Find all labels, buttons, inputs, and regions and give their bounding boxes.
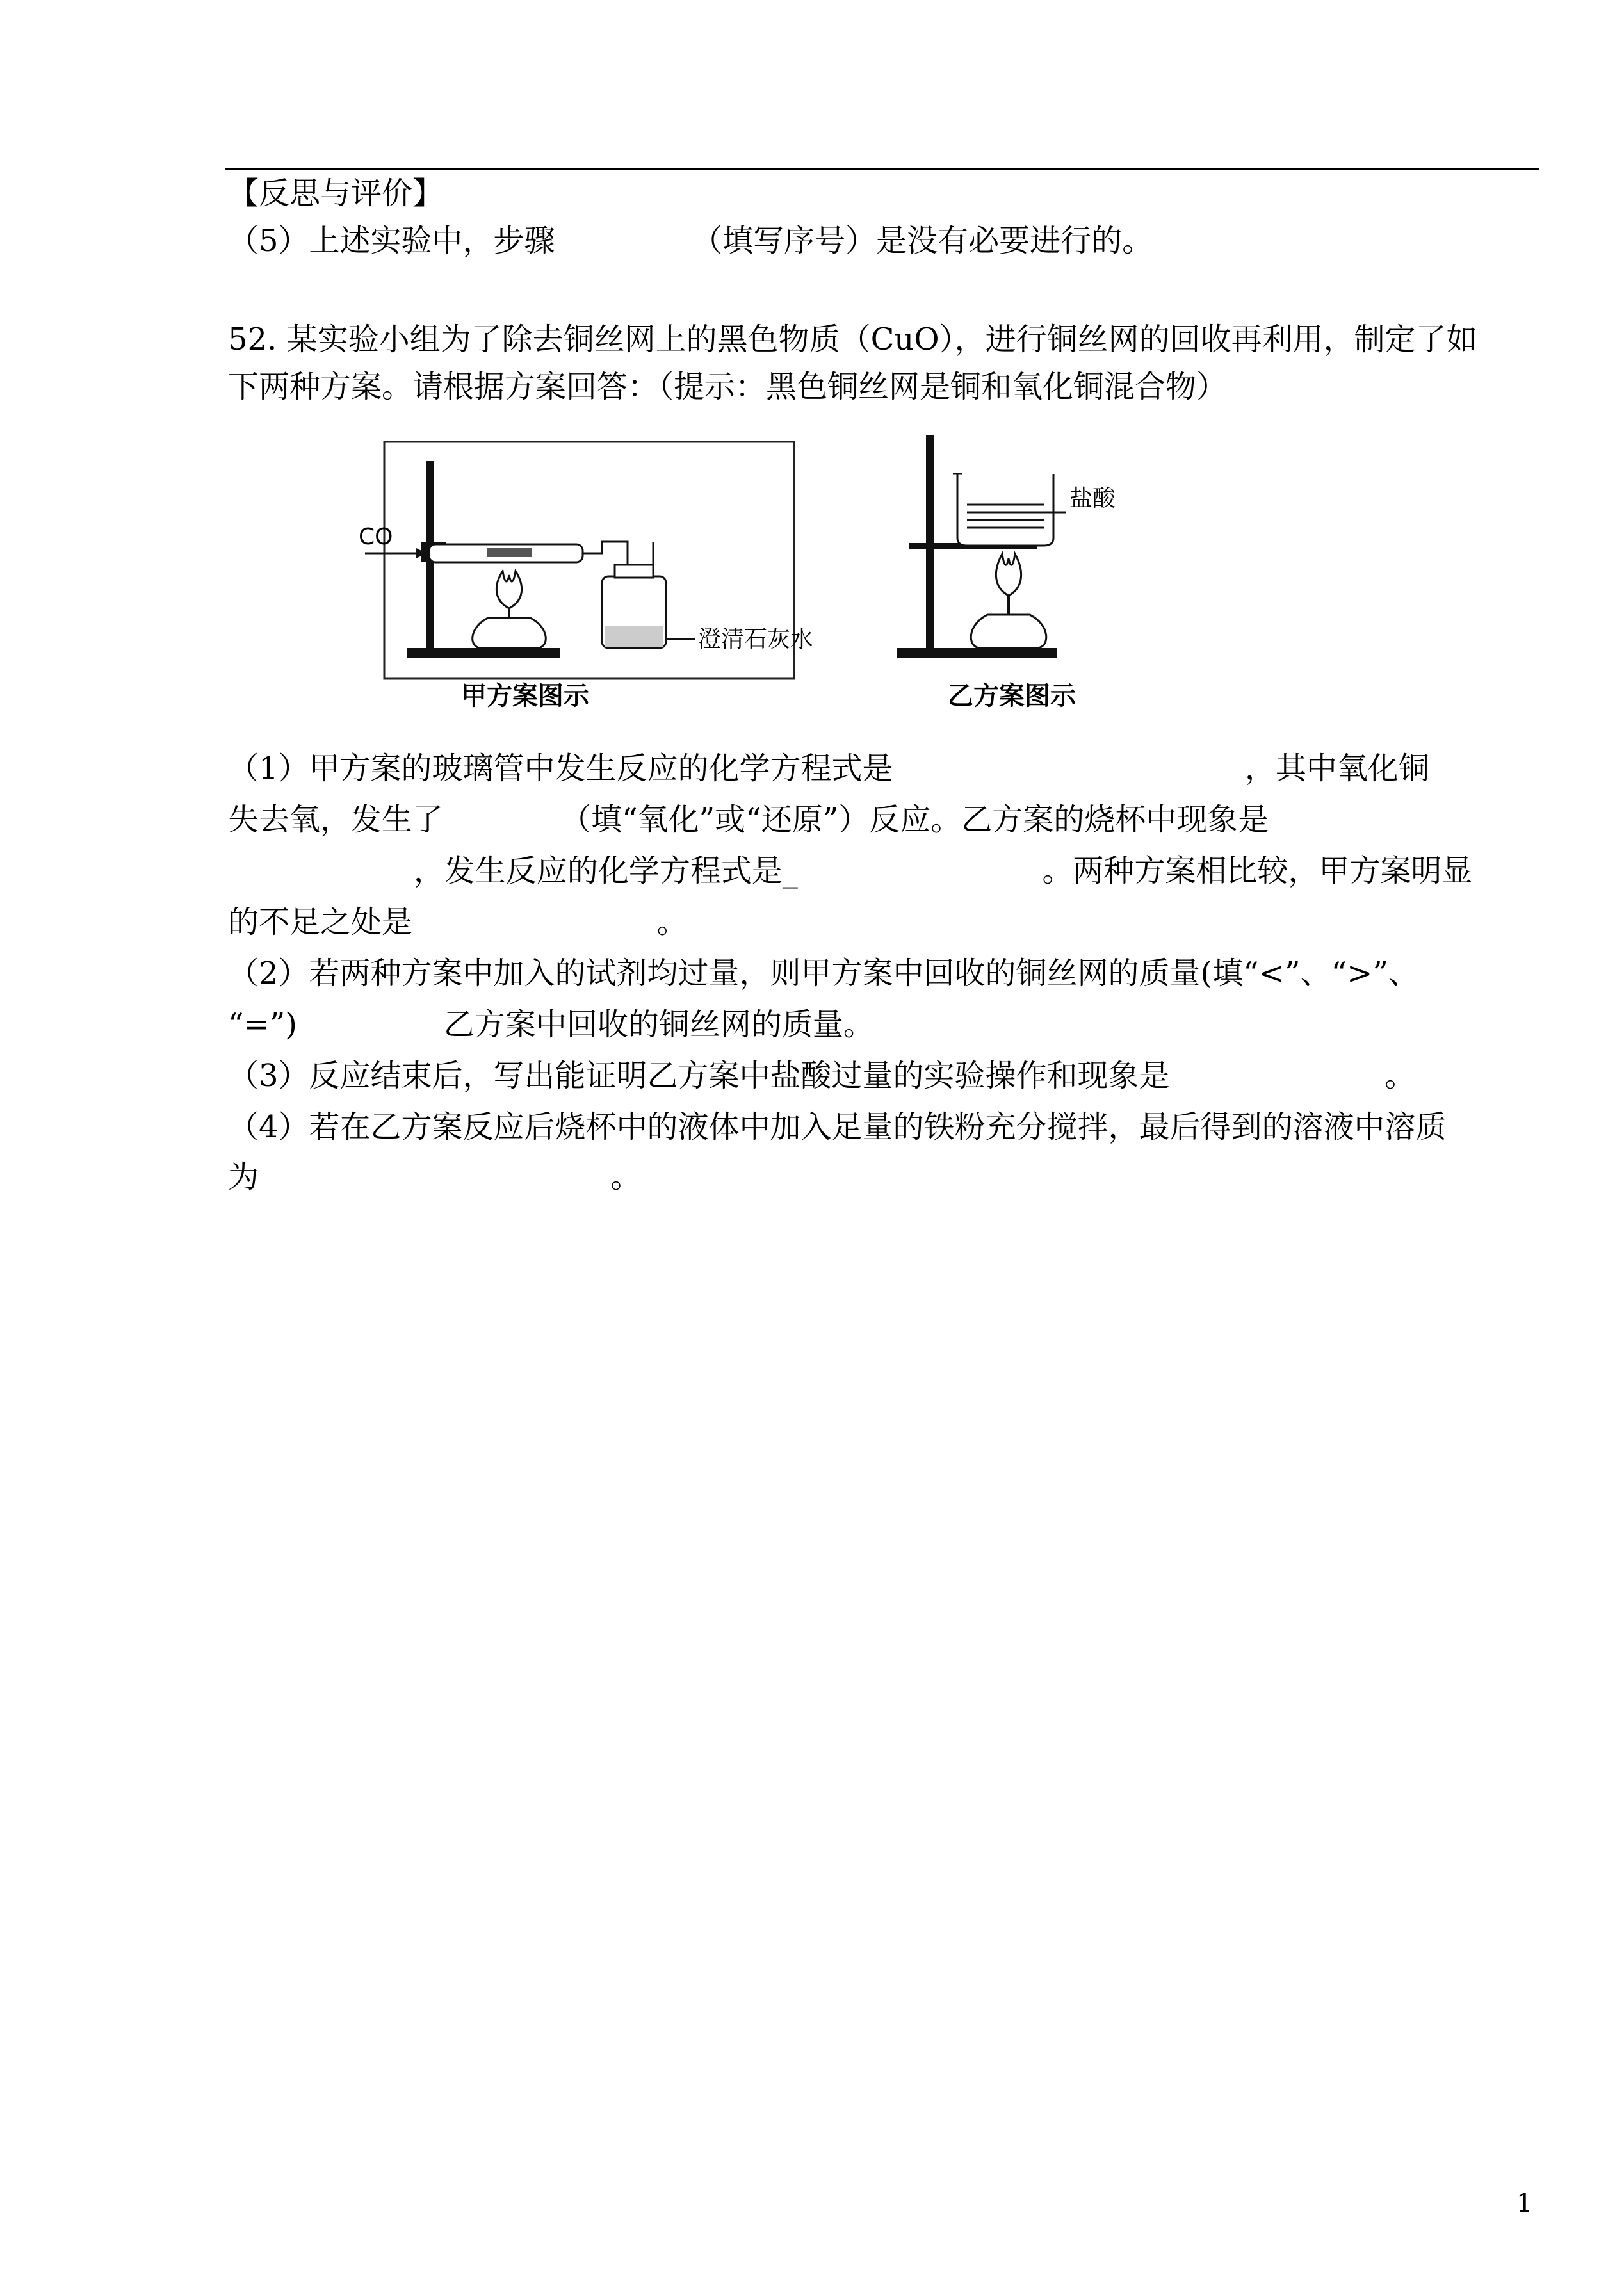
- q1-line-1: （1）甲方案的玻璃管中发生反应的化学方程式是 ，其中氧化铜: [228, 750, 1429, 786]
- flame-b-icon: [996, 554, 1021, 596]
- stand-base-b: [897, 648, 1057, 658]
- q3-line: （3）反应结束后，写出能证明乙方案中盐酸过量的实验操作和现象是 。: [228, 1058, 1416, 1094]
- q1-line-3: ，发生反应的化学方程式是_ 。两种方案相比较，甲方案明显: [228, 853, 1473, 889]
- q2-line-1: （2）若两种方案中加入的试剂均过量，则甲方案中回收的铜丝网的质量(填“<”、“>”、: [228, 955, 1419, 991]
- beaker: [957, 474, 1053, 546]
- q1-line-2: 失去氧，发生了 （填“氧化”或“还原”）反应。乙方案的烧杯中现象是: [228, 802, 1269, 838]
- gas-label: CO: [359, 524, 393, 550]
- limewater: [605, 626, 663, 647]
- alcohol-lamp-a-icon: [473, 618, 546, 648]
- bottle-label: 澄清石灰水: [698, 626, 814, 653]
- stand-rod-b: [926, 435, 934, 650]
- copper-mesh: [487, 548, 532, 557]
- problem-52-intro-line-2: 下两种方案。请根据方案回答：（提示：黑色铜丝网是铜和氧化铜混合物）: [228, 369, 1228, 405]
- q1-line-4: 的不足之处是 。: [228, 904, 688, 940]
- apparatus-a: [359, 461, 813, 711]
- q4-line-2: 为 。: [228, 1159, 642, 1195]
- section-title: 【反思与评价】: [228, 175, 444, 211]
- question-5: （5）上述实验中，步骤 （填写序号）是没有必要进行的。: [228, 223, 1153, 259]
- caption-b: 乙方案图示: [948, 681, 1076, 711]
- problem-52-intro-line-1: 52. 某实验小组为了除去铜丝网上的黑色物质（CuO），进行铜丝网的回收再利用，制定了如: [228, 321, 1477, 357]
- header-rule: [225, 168, 1539, 170]
- beaker-label: 盐酸: [1069, 485, 1116, 512]
- page-number: 1: [1516, 2189, 1533, 2218]
- q4-line-1: （4）若在乙方案反应后烧杯中的液体中加入足量的铁粉充分搅拌，最后得到的溶液中溶质: [228, 1109, 1447, 1145]
- q2-line-2: “=”) 乙方案中回收的铜丝网的质量。: [228, 1007, 874, 1042]
- apparatus-figure: [333, 423, 1210, 724]
- caption-a: 甲方案图示: [461, 681, 589, 711]
- alcohol-lamp-b-icon: [971, 615, 1046, 648]
- apparatus-b: [897, 435, 1116, 711]
- flame-a-icon: [496, 571, 521, 608]
